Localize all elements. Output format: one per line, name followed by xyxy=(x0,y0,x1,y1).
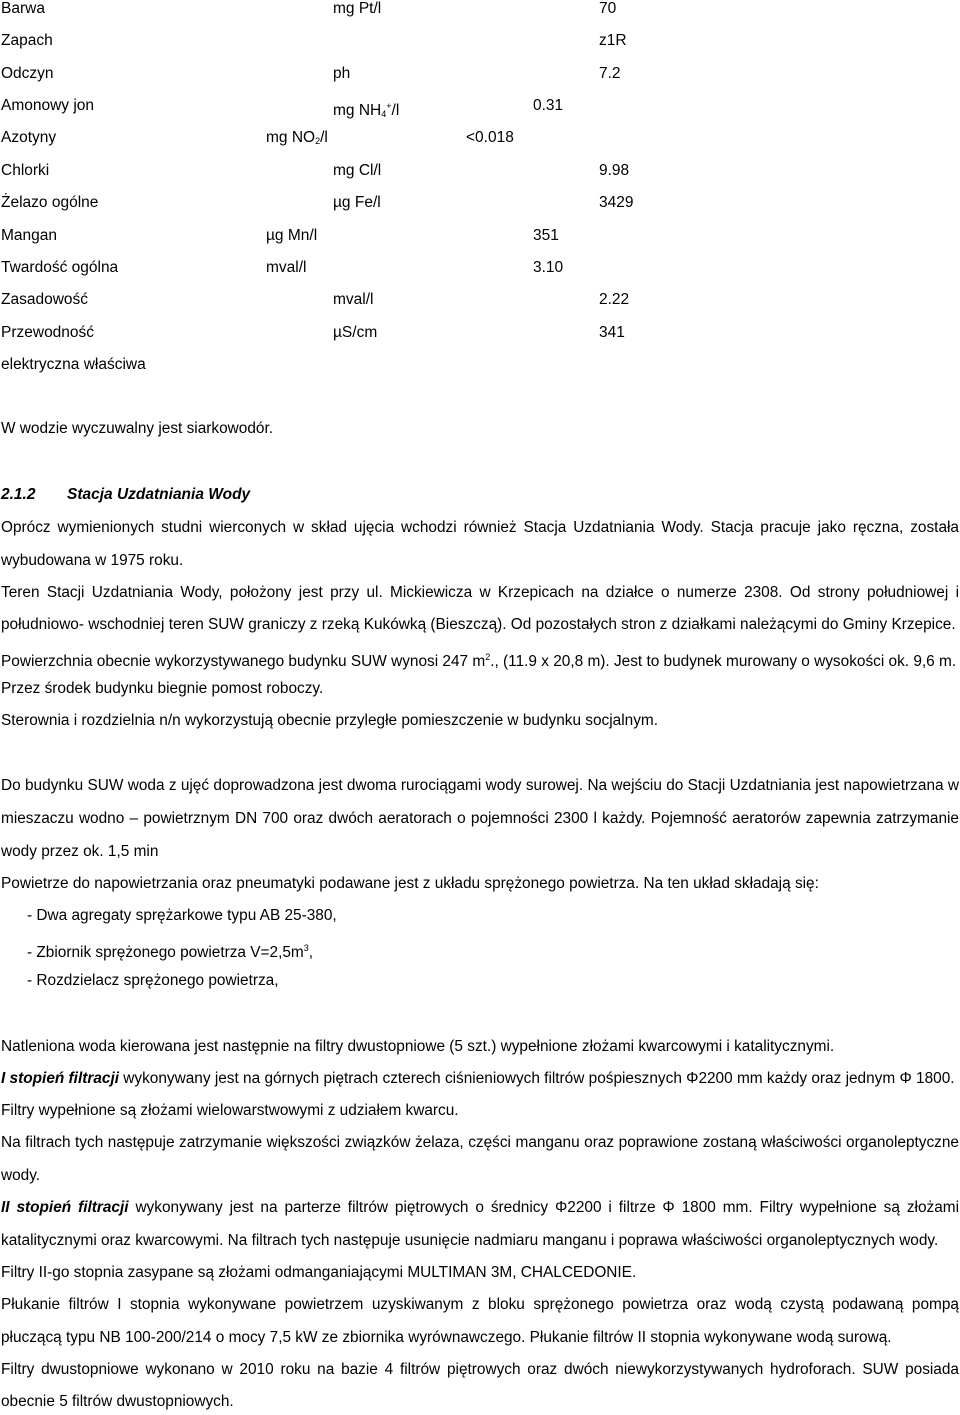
param-row xyxy=(0,159,960,183)
param-unit: mval/l xyxy=(333,291,374,308)
paragraph-line: I stopień filtracji wykonywany jest na górnych piętrach czterech ciśnieniowych filtrów pośpiesznych Φ2200 mm każdy oraz jednym Φ 1800. xyxy=(1,1070,955,1087)
param-value: 3429 xyxy=(599,194,634,211)
param-row xyxy=(0,321,960,345)
param-name: Twardość ogólna xyxy=(1,259,119,276)
param-name: Barwa xyxy=(1,0,45,17)
param-row xyxy=(0,62,960,86)
param-value: z1R xyxy=(599,32,627,49)
paragraph-line: katalitycznymi oraz kwarcowymi. Na filtrach tych następuje usunięcie nadmiaru manganu i poprawa właściwości organoleptycznych wody. xyxy=(1,1232,939,1249)
bullet-item: - Dwa agregaty sprężarkowe typu AB 25-380, xyxy=(27,907,337,924)
param-row xyxy=(0,256,960,280)
param-unit: µS/cm xyxy=(333,324,378,341)
section-heading xyxy=(1,484,250,506)
param-row xyxy=(0,29,960,53)
param-row xyxy=(0,353,960,377)
paragraph-line: południowo- wschodniej teren SUW graniczy z rzeką Kukówką (Bieszczą). Od pozostałych stron z działkami należącymi do Gminy Krzepice. xyxy=(1,616,956,633)
param-unit: µg Fe/l xyxy=(333,194,381,211)
paragraph-line: Przez środek budynku biegnie pomost roboczy. xyxy=(1,680,324,697)
paragraph-line: Powietrze do napowietrzania oraz pneumatyki podawane jest z układu sprężonego powietrza. Na ten układ składają się: xyxy=(1,875,819,892)
param-value: 2.22 xyxy=(599,291,630,308)
param-value: 7.2 xyxy=(599,65,621,82)
param-unit: mg $NH_4^+/l$ xyxy=(333,101,400,119)
param-row xyxy=(0,224,960,248)
param-name: elektryczna właściwa xyxy=(1,356,146,373)
paragraph-line: wody przez ok. 1,5 min xyxy=(1,843,159,860)
param-value: 70 xyxy=(599,0,617,17)
param-unit: mg Pt/l xyxy=(333,0,382,17)
paragraph-line: Płukanie filtrów I stopnia wykonywane powietrzem uzyskiwanym z bloku sprężonego powietrza oraz wodą czystą podawaną pompą xyxy=(1,1296,959,1313)
paragraph-line: obecnie 5 filtrów dwustopniowych. xyxy=(1,1393,234,1410)
paragraph-line: Filtry dwustopniowe wykonano w 2010 roku na bazie 4 filtrów piętrowych oraz dwóch niewykorzystywanych hydroforach. SUW posiada xyxy=(1,1361,959,1378)
paragraph-line: Do budynku SUW woda z ujęć doprowadzona jest dwoma rurociągami wody surowej. Na wejściu do Stacji Uzdatniania jest napowietrzana w xyxy=(1,777,959,794)
param-name: Odczyn xyxy=(1,65,54,82)
param-row xyxy=(0,288,960,312)
param-unit: µg Mn/l xyxy=(266,227,318,244)
param-row xyxy=(0,191,960,215)
paragraph-line: Filtry wypełnione są złożami wielowarstwowymi z udziałem kwarcu. xyxy=(1,1102,459,1119)
paragraph-line: Filtry II-go stopnia zasypane są złożami odmanganiającymi MULTIMAN 3M, CHALCEDONIE. xyxy=(1,1264,637,1281)
param-unit: mval/l xyxy=(266,259,307,276)
section-number: 2.1.2 xyxy=(1,486,36,503)
param-name: Przewodność xyxy=(1,324,95,341)
param-value: 351 xyxy=(533,227,559,244)
paragraph-line: II stopień filtracji wykonywany jest na parterze filtrów piętrowych o średnicy Φ2200 i filtrze Φ 1800 mm. Filtry wypełnione są złożami xyxy=(1,1199,960,1216)
paragraph-line: wybudowana w 1975 roku. xyxy=(1,552,184,569)
param-name: Amonowy jon xyxy=(1,97,95,114)
paragraph-line: Sterownia i rozdzielnia n/n wykorzystują obecnie przyległe pomieszczenie w budynku socjalnym. xyxy=(1,712,658,729)
param-row xyxy=(0,0,960,21)
param-value: 0.31 xyxy=(533,97,564,114)
param-value: <0.018 xyxy=(466,129,514,146)
param-value: 9.98 xyxy=(599,162,630,179)
bullet-item: - Zbiornik sprężonego powietrza $V=2,5m^3$, xyxy=(27,943,314,961)
paragraph-line: mieszaczu wodno – powietrznym DN 700 oraz dwóch aeratorach o pojemności 2300 l każdy. Pojemność aeratorów zapewnia zatrzymanie xyxy=(1,810,959,827)
paragraph-line: Na filtrach tych następuje zatrzymanie większości związków żelaza, części manganu oraz poprawione zostaną właściwości organoleptyczne xyxy=(1,1134,959,1151)
param-name: Chlorki xyxy=(1,162,50,179)
param-name: Zasadowość xyxy=(1,291,89,308)
param-unit: mg Cl/l xyxy=(333,162,382,179)
note-text: W wodzie wyczuwalny jest siarkowodór. xyxy=(1,420,273,437)
param-row xyxy=(0,94,960,118)
paragraph-line: płuczącą typu NB 100-200/214 o mocy 7,5 kW ze zbiornika wyrównawczego. Płukanie filtrów II stopnia wykonywane wodą surową. xyxy=(1,1329,892,1346)
param-name: Mangan xyxy=(1,227,58,244)
paragraph-line: Powierzchnia obecnie wykorzystywanego budynku SUW wynosi 247 $m^2$., (11.9 x 20,8 m). Jest to budynek murowany o wysokości ok. 9,6 m. xyxy=(1,652,957,670)
param-unit: ph xyxy=(333,65,351,82)
paragraph-line: Oprócz wymienionych studni wierconych w skład ujęcia wchodzi również Stacja Uzdatniania Wody. Stacja pracuje jako ręczna, została xyxy=(1,519,959,536)
param-name: Zapach xyxy=(1,32,53,49)
param-value: 341 xyxy=(599,324,625,341)
param-name: Azotyny xyxy=(1,129,57,146)
param-name: Żelazo ogólne xyxy=(1,194,99,211)
paragraph-line: Teren Stacji Uzdatniania Wody, położony jest przy ul. Mickiewicza w Krzepicach na działce o numerze 2308. Od strony południowej i xyxy=(1,584,959,601)
param-value: 3.10 xyxy=(533,259,564,276)
param-row xyxy=(0,126,960,150)
paragraph-line: Natleniona woda kierowana jest następnie na filtry dwustopniowe (5 szt.) wypełnione złożami kwarcowymi i katalitycznymi. xyxy=(1,1038,835,1055)
paragraph-line: wody. xyxy=(1,1167,41,1184)
param-unit: mg $NO_2/l$ xyxy=(266,129,328,146)
section-title: Stacja Uzdatniania Wody xyxy=(67,486,251,503)
bullet-item: - Rozdzielacz sprężonego powietrza, xyxy=(27,972,279,989)
